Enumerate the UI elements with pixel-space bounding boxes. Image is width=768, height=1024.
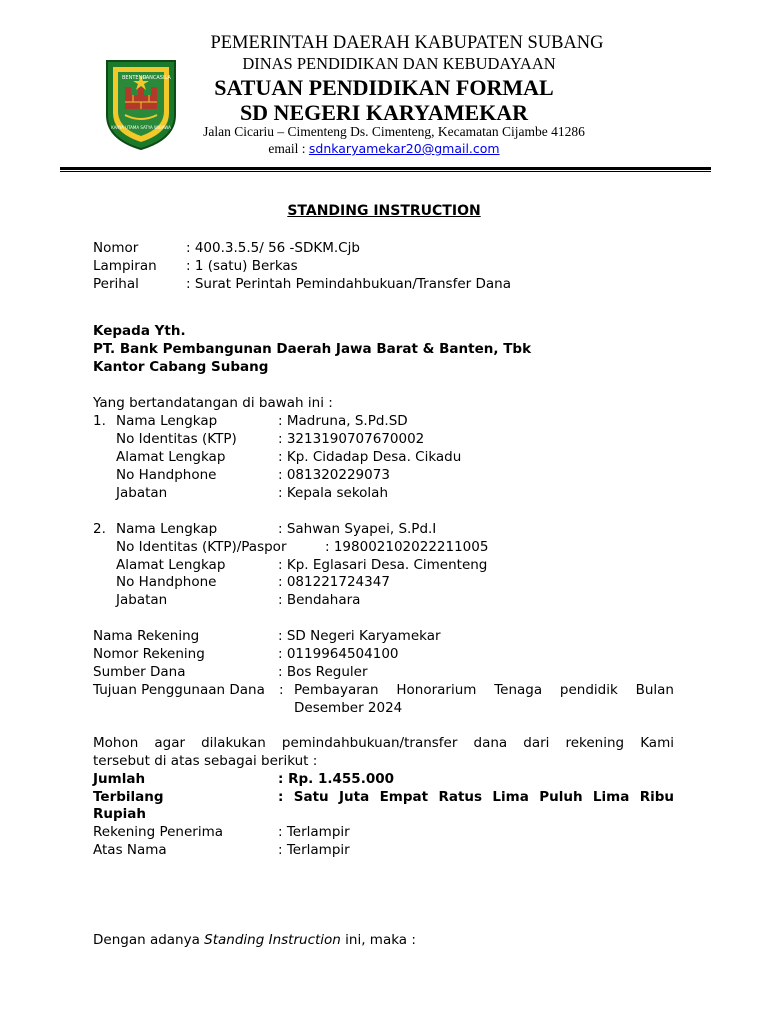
school-name-heading: SD NEGERI KARYAMEKAR: [239, 100, 529, 125]
email-line: [0, 141, 768, 157]
meta-value-nomor: : 400.3.5.5/ 56 -SDKM.Cjb: [186, 240, 360, 256]
recipient-account-label: Rekening Penerima: [93, 824, 223, 840]
closing-italic: Standing Instruction: [204, 932, 341, 948]
signer2-position-label: Jabatan: [116, 592, 168, 608]
signer1-position-label: Jabatan: [116, 485, 168, 501]
signer1-position-value: : Kepala sekolah: [278, 485, 388, 501]
email-link[interactable]: sdnkaryamekar20@gmail.com: [308, 141, 500, 156]
signer1-phone-label: No Handphone: [116, 467, 217, 483]
closing-prefix: Dengan adanya: [93, 932, 205, 948]
unit-heading: SATUAN PENDIDIKAN FORMAL: [214, 75, 554, 100]
signer1-number: 1.: [93, 413, 106, 429]
purpose-value-line2: Desember 2024: [294, 700, 403, 716]
signer1-id-value: : 3213190707670002: [278, 431, 425, 447]
meta-label-nomor: Nomor: [93, 240, 139, 256]
letterhead-rule-thick: [60, 167, 711, 170]
request-line2: tersebut di atas sebagai berikut :: [93, 753, 318, 769]
letterhead-rule-thin: [60, 171, 711, 172]
signer2-name-value: : Sahwan Syapei, S.Pd.I: [278, 521, 437, 537]
closing-line: [93, 932, 416, 948]
account-number-value: : 0119964504100: [278, 646, 399, 662]
recipient-account-value: : Terlampir: [278, 824, 350, 840]
school-address: Jalan Cicariu – Cimenteng Ds. Cimenteng, Kecamatan Cijambe 41286: [203, 124, 585, 139]
signer1-name-label: Nama Lengkap: [116, 413, 218, 429]
amount-words-line1: : Satu Juta Empat Ratus Lima Puluh Lima Ribu: [278, 789, 674, 805]
account-name-label: Nama Rekening: [93, 628, 200, 644]
svg-text:PANCASILA: PANCASILA: [143, 75, 171, 81]
fund-source-value: : Bos Reguler: [278, 664, 368, 680]
recipient-branch: Kantor Cabang Subang: [93, 359, 269, 375]
signer2-position-value: : Bendahara: [278, 592, 361, 608]
svg-text:BENTENG: BENTENG: [122, 75, 147, 81]
signer1-phone-value: : 081320229073: [278, 467, 390, 483]
document-title: STANDING INSTRUCTION: [287, 203, 481, 219]
meta-value-lampiran: : 1 (satu) Berkas: [186, 258, 298, 274]
signer2-id-label: No Identitas (KTP)/Paspor: [116, 539, 287, 555]
purpose-label: Tujuan Penggunaan Dana: [93, 682, 265, 698]
account-holder-label: Atas Nama: [93, 842, 167, 858]
recipient-salutation: Kepada Yth.: [93, 323, 186, 339]
signer2-address-value: : Kp. Eglasari Desa. Cimenteng: [278, 557, 488, 573]
intro-text: Yang bertandatangan di bawah ini :: [93, 395, 333, 411]
account-name-value: : SD Negeri Karyamekar: [278, 628, 441, 644]
meta-value-perihal: : Surat Perintah Pemindahbukuan/Transfer Dana: [186, 276, 511, 292]
closing-suffix: ini, maka :: [340, 932, 416, 948]
amount-value: : Rp. 1.455.000: [278, 771, 394, 787]
svg-text:KARYA UTAMA SATYA WIBAWA: KARYA UTAMA SATYA WIBAWA: [111, 125, 171, 130]
amount-words-line2: Rupiah: [93, 806, 147, 822]
purpose-colon: :: [279, 682, 284, 698]
email-label: email :: [268, 141, 309, 156]
signer2-id-value: : 198002102022211005: [325, 539, 489, 555]
signer1-address-label: Alamat Lengkap: [116, 449, 226, 465]
recipient-bank-name: PT. Bank Pembangunan Daerah Jawa Barat & Banten, Tbk: [93, 341, 532, 357]
signer2-name-label: Nama Lengkap: [116, 521, 218, 537]
signer2-phone-label: No Handphone: [116, 574, 217, 590]
amount-label: Jumlah: [93, 771, 146, 787]
fund-source-label: Sumber Dana: [93, 664, 186, 680]
signer2-number: 2.: [93, 521, 106, 537]
purpose-value-line1: Pembayaran Honorarium Tenaga pendidik Bulan: [294, 682, 674, 698]
signer1-id-label: No Identitas (KTP): [116, 431, 237, 447]
signer1-name-value: : Madruna, S.Pd.SD: [278, 413, 408, 429]
amount-words-label: Terbilang: [93, 789, 164, 805]
government-heading: PEMERINTAH DAERAH KABUPATEN SUBANG: [210, 33, 604, 53]
account-holder-value: : Terlampir: [278, 842, 350, 858]
signer2-phone-value: : 081221724347: [278, 574, 390, 590]
signer1-address-value: : Kp. Cidadap Desa. Cikadu: [278, 449, 462, 465]
request-line1: Mohon agar dilakukan pemindahbukuan/transfer dana dari rekening Kami: [93, 735, 674, 751]
meta-label-lampiran: Lampiran: [93, 258, 157, 274]
department-heading: DINAS PENDIDIKAN DAN KEBUDAYAAN: [242, 54, 556, 73]
signer2-address-label: Alamat Lengkap: [116, 557, 226, 573]
meta-label-perihal: Perihal: [93, 276, 139, 292]
account-number-label: Nomor Rekening: [93, 646, 205, 662]
